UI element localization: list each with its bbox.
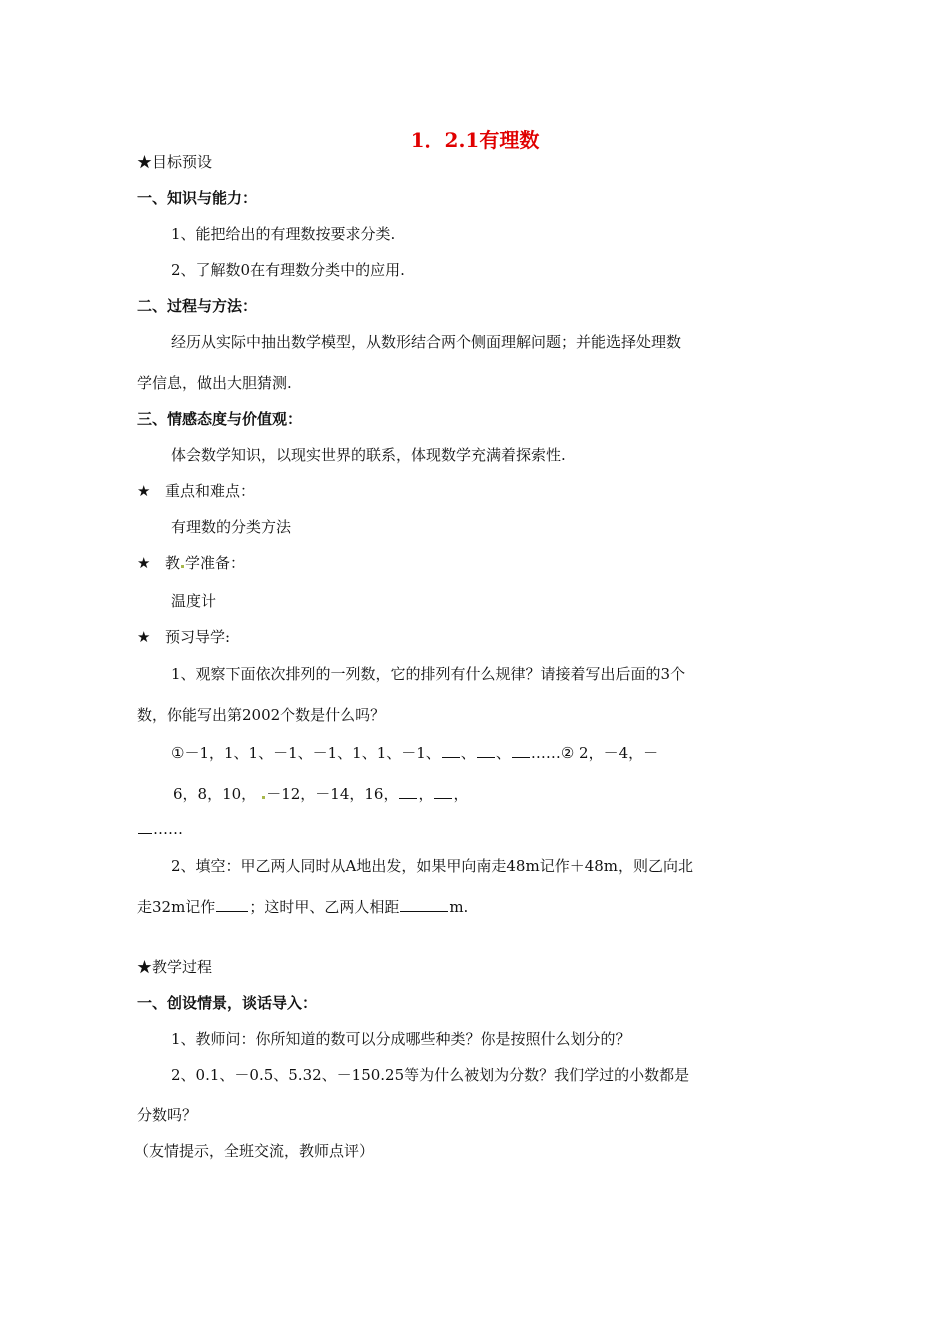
key-points-label: ★ 重点和难点： (137, 482, 256, 500)
blank[interactable] (138, 818, 152, 834)
question-2-line2: 走32m记作 ；这时甲、乙两人相距 m. (137, 898, 469, 916)
page-title: 1．2.1有理数 (410, 128, 540, 152)
stray-mark (181, 565, 184, 568)
goal-item-1: 1、能把给出的有理数按要求分类. (171, 225, 396, 243)
question-2-line1: 2、填空：甲乙两人同时从A地出发，如果甲向南走48m记作＋48m，则乙向北 (171, 857, 694, 875)
section-heading-goals: ★目标预设 (137, 153, 213, 171)
sequence-line-3: …… (137, 818, 183, 839)
subheading-process: 二、过程与方法： (137, 297, 258, 315)
teaching-prep-label: ★ 教 学准备： (137, 554, 246, 572)
stray-mark (262, 796, 265, 799)
blank[interactable] (400, 896, 448, 912)
question-1-line2: 数，你能写出第2002个数是什么吗？ (137, 706, 386, 724)
section-heading-process: ★教学过程 (137, 958, 213, 976)
blank[interactable] (216, 896, 248, 912)
process-item-2-line1: 2、0.1、－0.5、5.32、－150.25等为什么被划为分数？我们学过的小数都是 (171, 1066, 690, 1084)
hint-note: （友情提示，全班交流，教师点评） (134, 1142, 375, 1160)
goal-item-2: 2、了解数0在有理数分类中的应用. (171, 261, 405, 279)
preview-label: ★ 预习导学: (137, 628, 231, 646)
subheading-attitude: 三、情感态度与价值观： (137, 410, 303, 428)
blank[interactable] (399, 783, 417, 799)
process-paragraph-line2: 学信息，做出大胆猜测. (137, 374, 292, 392)
process-item-1: 1、教师问：你所知道的数可以分成哪些种类？你是按照什么划分的？ (171, 1030, 631, 1048)
question-1-line1: 1、观察下面依次排列的一列数，它的排列有什么规律？请接着写出后面的3个 (171, 665, 686, 683)
star-icon: ★ (137, 628, 151, 646)
subheading-knowledge: 一、知识与能力： (137, 189, 258, 207)
sequence-line-1: ①－1，1、1、－1、－1、1、1、－1、 、 、 ……② 2，－4，－ (171, 744, 659, 762)
attitude-paragraph: 体会数学知识，以现实世界的联系，体现数学充满着探索性. (171, 446, 566, 464)
sequence-line-2: 6，8，10， －12，－14，16， ， ， (173, 785, 469, 803)
process-paragraph-line1: 经历从实际中抽出数学模型，从数形结合两个侧面理解问题；并能选择处理数 (171, 333, 682, 351)
star-icon: ★ (137, 554, 151, 572)
teaching-prep-text: 温度计 (171, 592, 217, 610)
subheading-intro: 一、创设情景，谈话导入： (137, 994, 318, 1012)
blank[interactable] (434, 783, 452, 799)
blank[interactable] (442, 742, 460, 758)
blank[interactable] (512, 742, 530, 758)
key-points-text: 有理数的分类方法 (171, 518, 292, 536)
process-item-2-line2: 分数吗？ (137, 1106, 198, 1124)
blank[interactable] (477, 742, 495, 758)
star-icon: ★ (137, 482, 151, 500)
